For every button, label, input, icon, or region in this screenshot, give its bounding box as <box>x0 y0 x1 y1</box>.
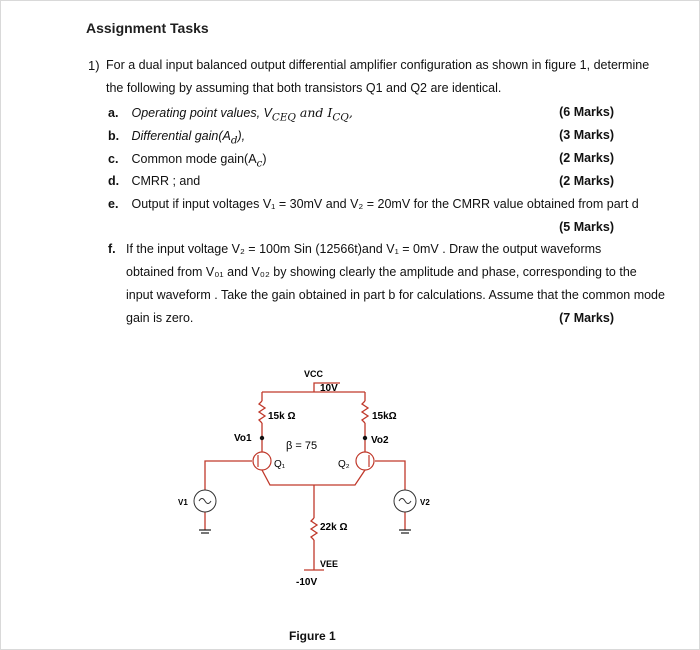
task-a-text: Operating point values, V <box>131 106 272 120</box>
task-b-marks: (3 Marks) <box>559 128 614 142</box>
q1-transistor-body <box>253 452 271 470</box>
task-b-label: b. <box>108 129 120 143</box>
rc1-resistor <box>259 401 265 423</box>
task-e-label: e. <box>108 197 119 211</box>
q2-transistor-body <box>356 452 374 470</box>
v1-wire-top <box>205 461 252 490</box>
q2-label: Q₂ <box>338 459 350 470</box>
task-e-text: Output if input voltages V₁ = 30mV and V₂ = 20mV for the CMRR value obtained from part d <box>131 197 639 211</box>
v1-label: V1 <box>178 498 188 507</box>
vo1-label: Vo1 <box>234 433 252 444</box>
vcc-label: VCC <box>304 369 324 379</box>
task-c-label: c. <box>108 152 119 166</box>
rc1-label: 15k Ω <box>268 411 296 422</box>
page-title: Assignment Tasks <box>86 20 209 36</box>
task-d-label: d. <box>108 174 120 188</box>
task-c-text: Common mode gain(A <box>131 152 257 166</box>
vo2-label: Vo2 <box>371 435 389 446</box>
task-e-marks: (5 Marks) <box>559 220 614 234</box>
vee-label: VEE <box>320 559 339 569</box>
task-f-line-2: obtained from V₀₁ and V₀₂ by showing clearly the amplitude and phase, corresponding to the <box>126 265 637 279</box>
task-f-line-1: If the input voltage V₂ = 100m Sin (12566t)and V₁ = 0mV . Draw the output waveforms <box>126 242 602 256</box>
rc2-resistor <box>362 401 368 423</box>
figure-caption: Figure 1 <box>289 629 336 643</box>
task-b-text: Differential gain(A <box>131 129 231 143</box>
task-d-text: CMRR ; and <box>131 174 201 188</box>
vee-value: -10V <box>296 577 318 588</box>
vo2-node <box>363 436 367 440</box>
task-c-marks: (2 Marks) <box>559 151 614 165</box>
question-line-2: the following by assuming that both transistors Q1 and Q2 are identical. <box>106 81 502 95</box>
v2-label: V2 <box>420 498 430 507</box>
task-c: c. Common mode $gain(A_c)$ <box>108 152 267 170</box>
task-a: a. Operating point values, $V_{CEQ}$ and $I_{CQ}$, <box>108 105 353 124</box>
re-label: 22k Ω <box>320 522 348 533</box>
v2-wire-top <box>375 461 405 490</box>
vo1-node <box>260 436 264 440</box>
task-b: b. Differential $gain(A_d)$, <box>108 129 246 147</box>
task-a-label: a. <box>108 106 119 120</box>
rc2-label: 15kΩ <box>372 411 397 422</box>
task-f-line-3: input waveform . Take the gain obtained in part b for calculations. Assume that the common mode <box>126 288 665 302</box>
task-a-marks: (6 Marks) <box>559 105 614 119</box>
q1-label: Q₁ <box>274 459 286 470</box>
emitter-bus <box>262 470 365 485</box>
task-f-line-4: gain is zero. <box>126 311 194 325</box>
task-d-marks: (2 Marks) <box>559 174 614 188</box>
task-f-label: f. <box>108 242 116 256</box>
task-f-marks: (7 Marks) <box>559 311 614 325</box>
beta-label: β = 75 <box>286 440 318 452</box>
question-line-1: For a dual input balanced output differential amplifier configuration as shown in figure 1, determine <box>106 58 650 72</box>
vcc-value: 10V <box>320 383 338 394</box>
re-resistor <box>311 518 317 540</box>
question-number: 1) <box>88 58 100 73</box>
